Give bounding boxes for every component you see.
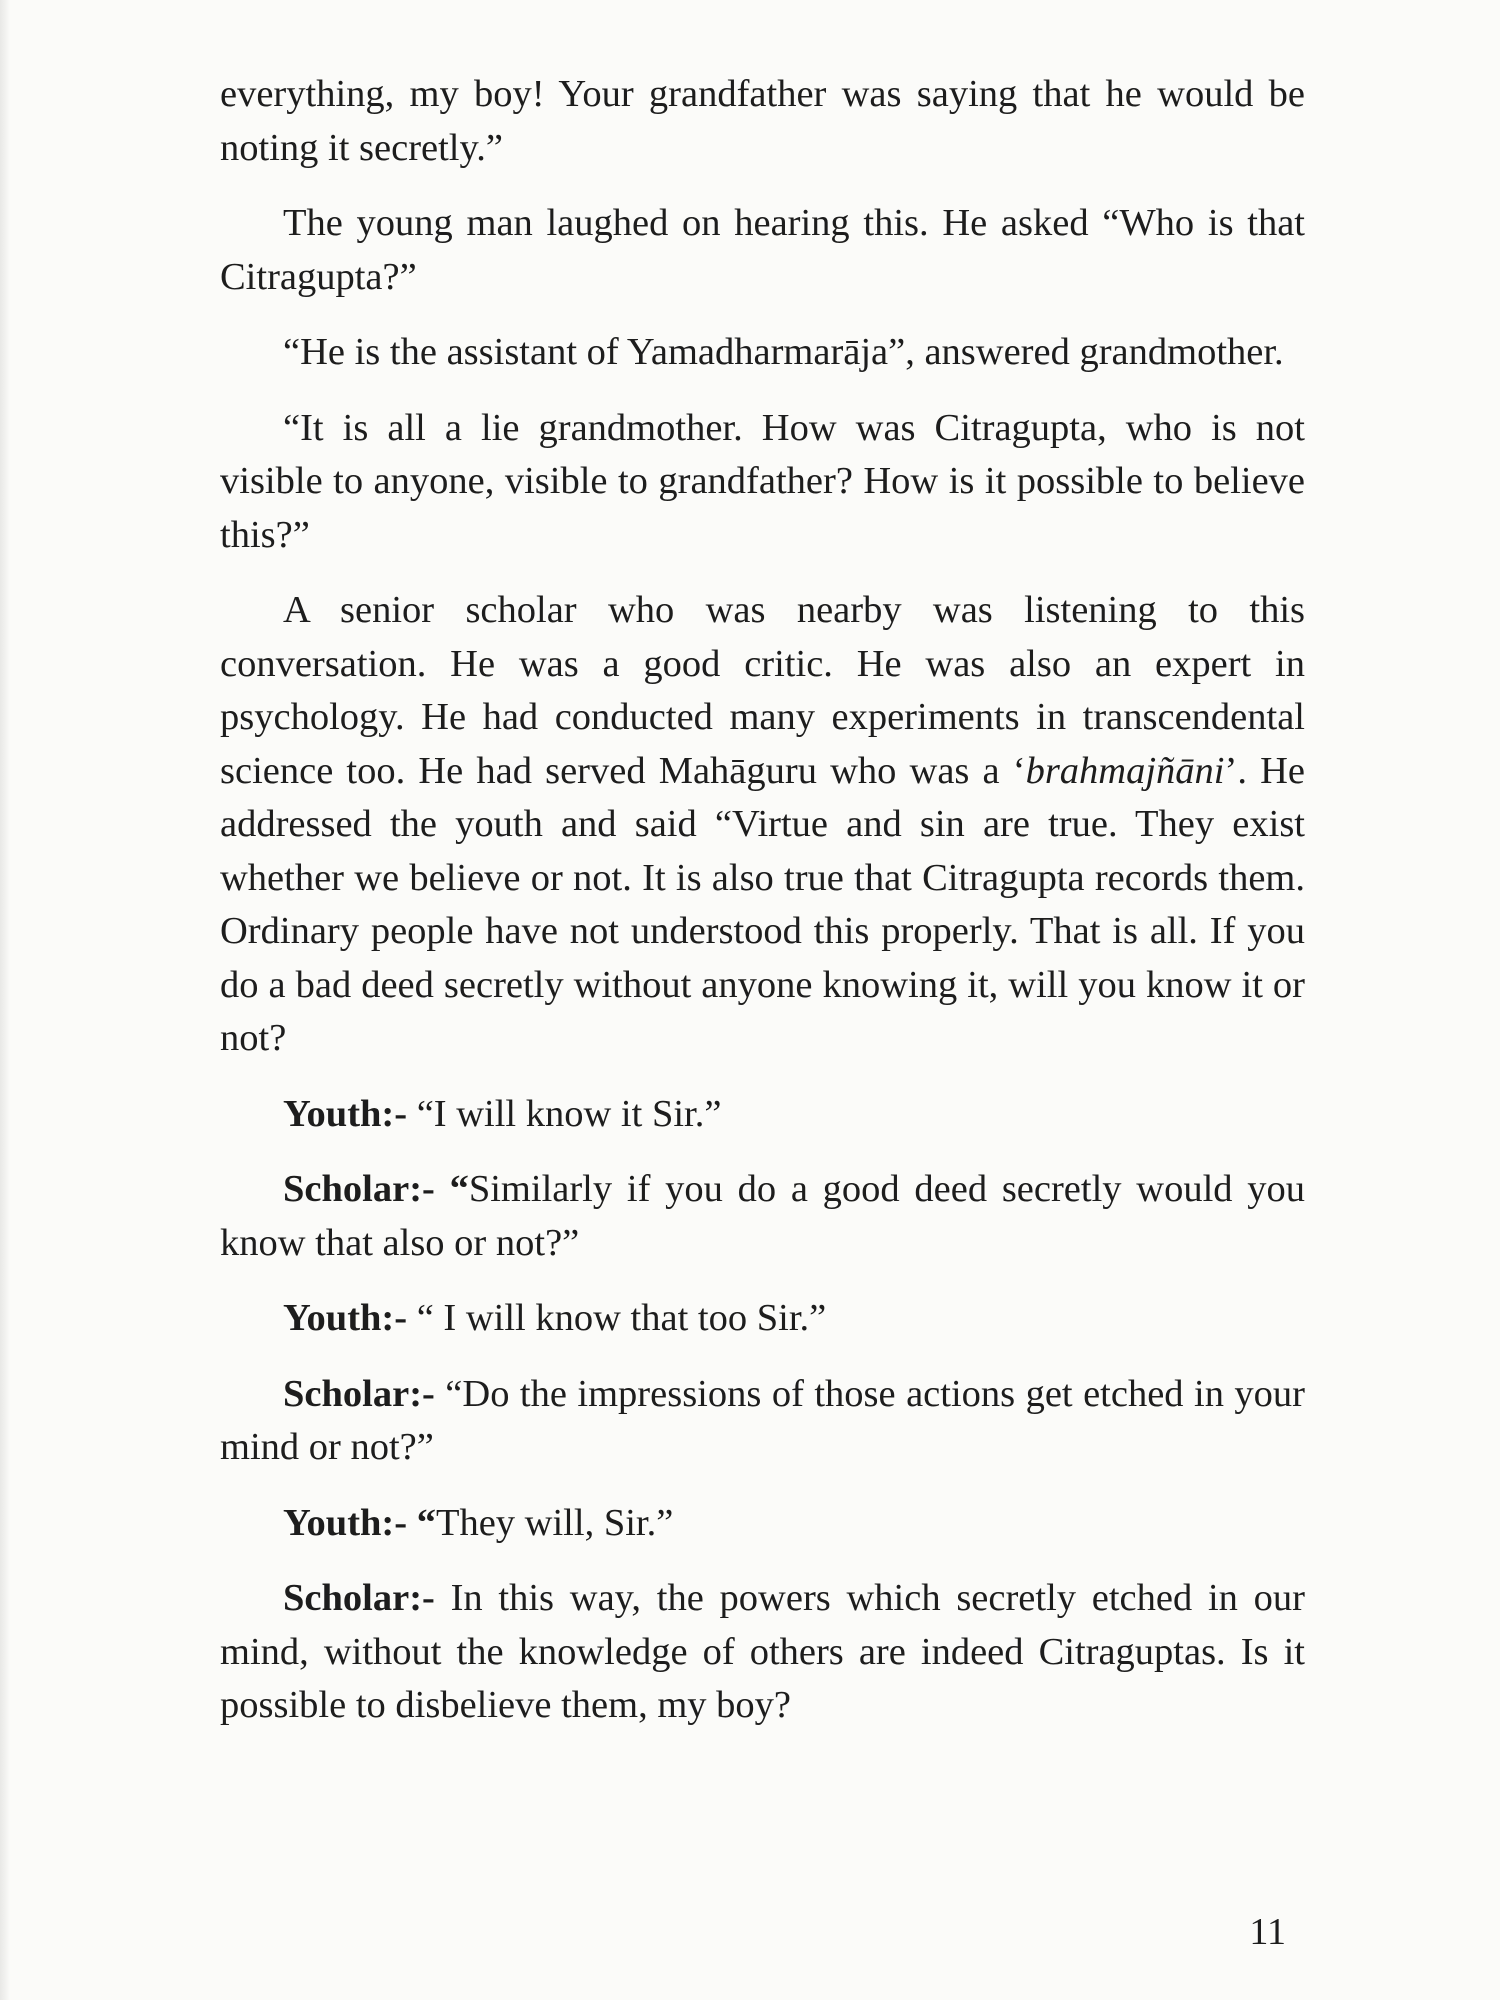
dialogue-text: Similarly if you do a good deed secretly would you know that also or not?”	[220, 1168, 1305, 1264]
dialogue-text: “I will know it Sir.”	[407, 1092, 722, 1135]
dialogue-speaker: Scholar:- “	[283, 1168, 469, 1210]
dialogue-line-6	[220, 1572, 1305, 1733]
dialogue-text: “ I will know that too Sir.”	[407, 1297, 827, 1339]
paragraph-4: “It is all a lie grandmother. How was Citragupta, who is not visible to anyone, visible to grandfather? How is it possible to believe this?”	[220, 406, 1305, 556]
dialogue-text: “Do the impressions of those actions get etched in your mind or not?”	[220, 1372, 1305, 1468]
dialogue-line-5	[220, 1497, 1305, 1551]
dialogue-line-4	[220, 1368, 1305, 1475]
dialogue-line-3	[220, 1292, 1305, 1346]
page-number: 11	[1249, 1911, 1286, 1953]
paragraph-3: “He is the assistant of Yamadharmarāja”, answered grandmother.	[283, 331, 1284, 373]
paragraph-2: The young man laughed on hearing this. He asked “Who is that Citragupta?”	[220, 202, 1305, 298]
dialogue-text: In this way, the powers which secretly etched in our mind, without the knowledge of others are indeed Citraguptas. Is it possible to disbelieve them, my boy?	[220, 1577, 1305, 1726]
paragraph-5-text-before: A senior scholar who was nearby was listening to this conversation. He was a good critic. He was also an expert in psychology. He had conducted many experiments in transcendental science too. He had served Mahāguru who was a ‘	[220, 589, 1305, 792]
paragraph-5-text-after: ’. He addressed the youth and said “Virtue and sin are true. They exist whether we believe or not. It is also true that Citragupta records them. Ordinary people have not understood this properly. That is all. If you do a bad deed secretly without anyone knowing it, will you know it or not?	[220, 749, 1305, 1059]
dialogue-line-2	[220, 1163, 1305, 1270]
dialogue-line-1	[220, 1088, 1305, 1142]
dialogue-speaker: Youth:-	[283, 1297, 408, 1339]
paragraph-1: everything, my boy! Your grandfather was saying that he would be noting it secretly.”	[220, 73, 1305, 169]
page-body	[220, 68, 1305, 1755]
dialogue-text: They will, Sir.”	[435, 1501, 674, 1544]
dialogue-speaker: Scholar:-	[283, 1372, 435, 1415]
dialogue-speaker: Youth:-	[283, 1092, 408, 1135]
dialogue-speaker: Scholar:-	[283, 1577, 435, 1619]
paragraph-5-italic-term: brahmajñāni	[1025, 749, 1225, 792]
paragraph-5	[220, 584, 1305, 1066]
dialogue-speaker: Youth:- “	[283, 1501, 436, 1544]
page-edge-shadow	[0, 0, 10, 2000]
